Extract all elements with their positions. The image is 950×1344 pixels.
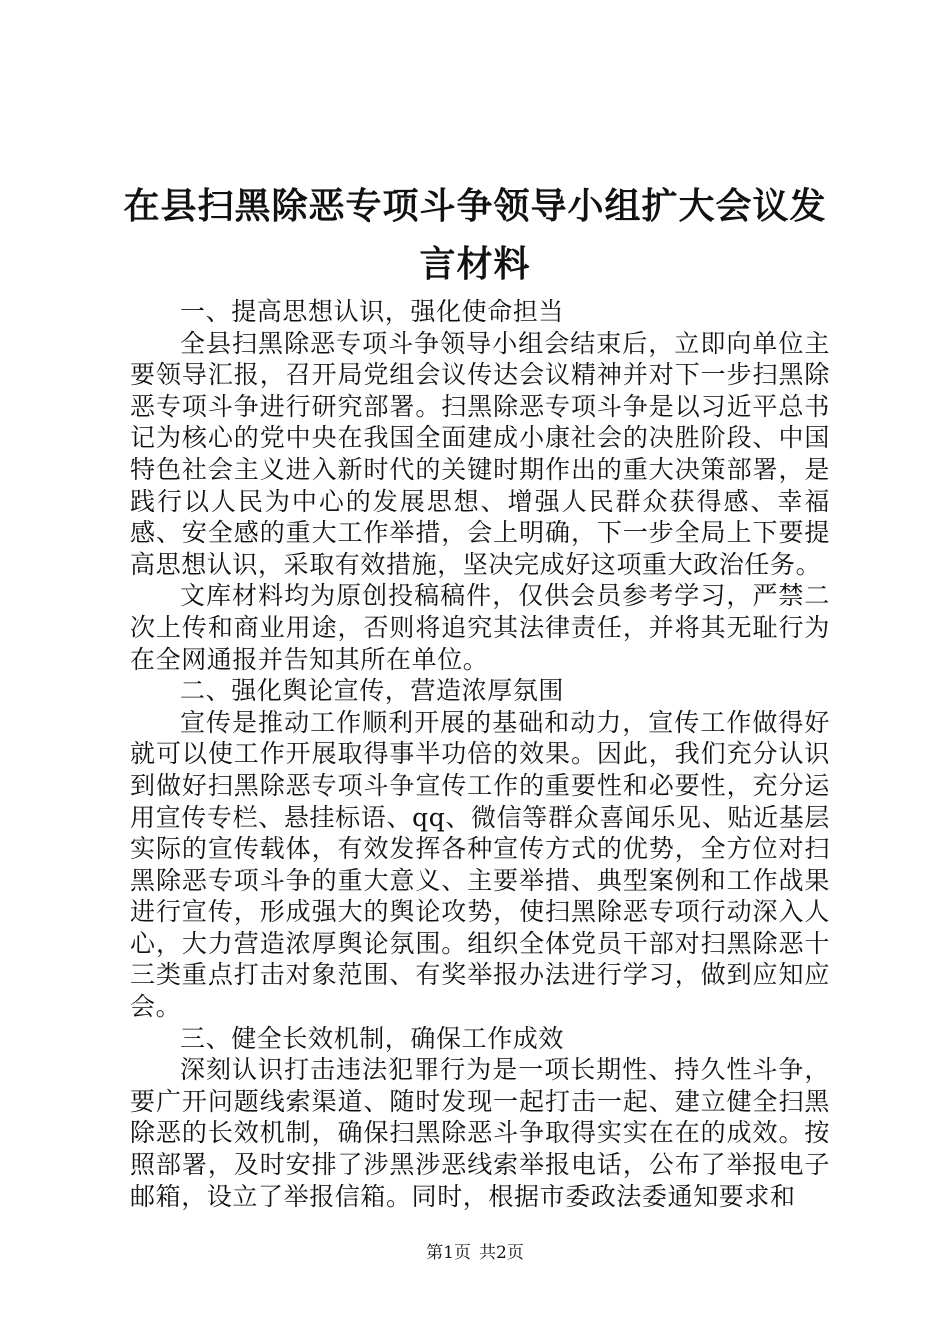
paragraph-3: 宣传是推动工作顺利开展的基础和动力，宣传工作做得好就可以使工作开展取得事半功倍的效果。因此，我们充分认识到做好扫黑除恶专项斗争宣传工作的重要性和必要性，充分运用宣传专栏、悬挂标语、qq、微信等群众喜闻乐见、贴近基层实际的宣传载体，有效发挥各种宣传方式的优势，全方位对扫黑除恶专项斗争的重大意义、主要举措、典型案例和工作战果进行宣传，形成强大的舆论攻势，使扫黑除恶专项行动深入人心，大力营造浓厚舆论氛围。组织全体党员干部对扫黑除恶十三类重点打击对象范围、有奖举报办法进行学习，做到应知应会。 bbox=[130, 707, 830, 1022]
document-body bbox=[130, 296, 830, 1212]
page-total: 共2页 bbox=[479, 1243, 524, 1263]
document-title: 在县扫黑除恶专项斗争领导小组扩大会议发言材料 bbox=[123, 186, 827, 285]
paragraph-2: 文库材料均为原创投稿稿件，仅供会员参考学习，严禁二次上传和商业用途，否则将追究其法律责任，并将其无耻行为在全网通报并告知其所在单位。 bbox=[130, 581, 830, 674]
paragraph-4: 深刻认识打击违法犯罪行为是一项长期性、持久性斗争，要广开问题线索渠道、随时发现一起打击一起、建立健全扫黑除恶的长效机制，确保扫黑除恶斗争取得实实在在的成效。按照部署，及时安排了涉黑涉恶线索举报电话，公布了举报电子邮箱，设立了举报信箱。同时，根据市委政法委通知要求和 bbox=[130, 1055, 830, 1211]
page-number: 第1页 bbox=[426, 1243, 471, 1263]
section-heading-1: 一、提高思想认识，强化使命担当 bbox=[180, 297, 565, 326]
section-heading-3: 三、健全长效机制，确保工作成效 bbox=[180, 1023, 565, 1053]
section-heading-2: 二、强化舆论宣传，营造浓厚氛围 bbox=[180, 676, 565, 706]
page-footer bbox=[0, 1242, 950, 1264]
paragraph-1: 全县扫黑除恶专项斗争领导小组会结束后，立即向单位主要领导汇报，召开局党组会议传达会议精神并对下一步扫黑除恶专项斗争进行研究部署。扫黑除恶专项斗争是以习近平总书记为核心的党中央在我国全面建成小康社会的决胜阶段、中国特色社会主义进入新时代的关键时期作出的重大决策部署，是践行以人民为中心的发展思想、增强人民群众获得感、幸福感、安全感的重大工作举措，会上明确，下一步全局上下要提高思想认识，采取有效措施，坚决完成好这项重大政治任务。 bbox=[130, 328, 830, 579]
